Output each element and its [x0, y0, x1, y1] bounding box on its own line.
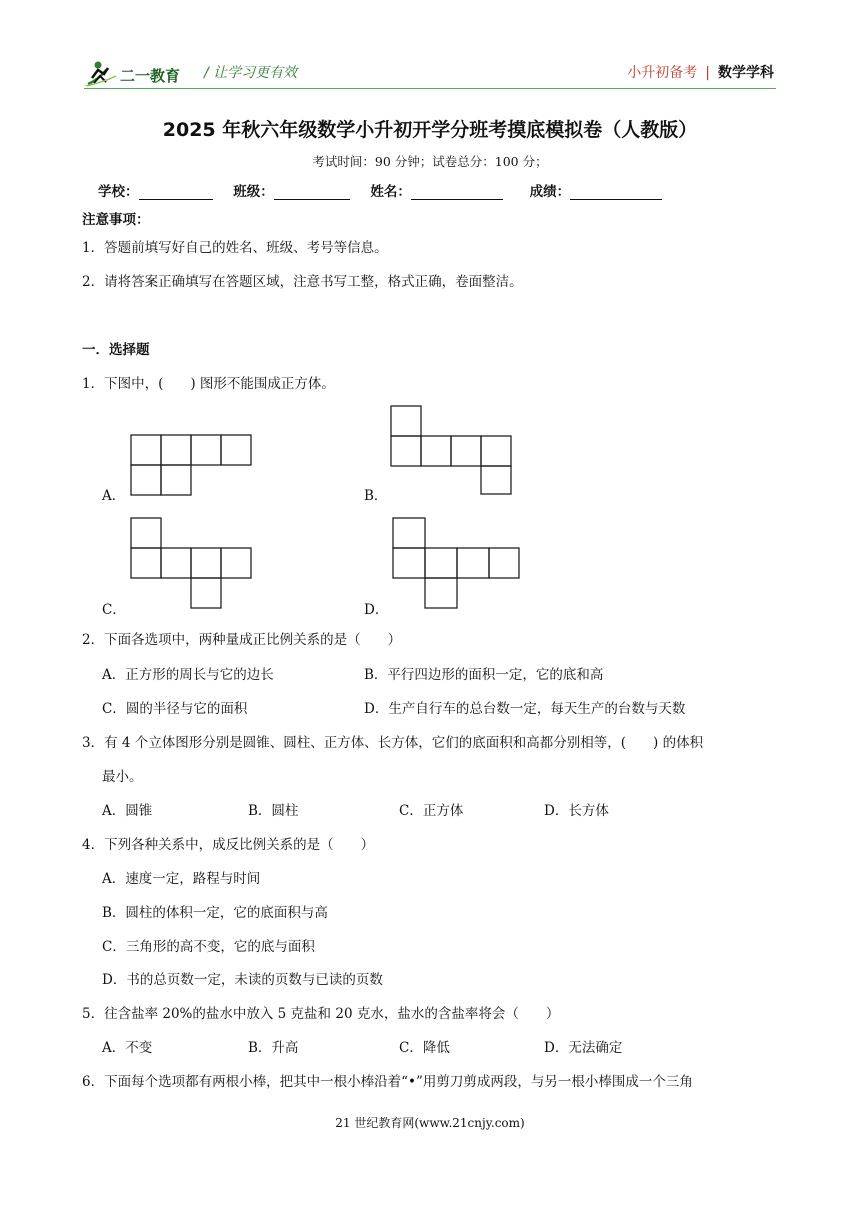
exam-type-label: 小升初备考	[627, 65, 698, 81]
notice-heading: 注意事项：	[82, 212, 150, 228]
page-footer: 21 世纪教育网(www.21cnjy.com)	[335, 1116, 525, 1130]
logo-text: 二一教育	[120, 67, 181, 85]
subject-label: 数学学科	[718, 65, 774, 81]
question-5: 5．往含盐率 20%的盐水中放入 5 克盐和 20 克水，盐水的含盐率将会（ ）	[82, 1006, 560, 1022]
q3-option-c: C．正方体	[399, 803, 464, 819]
school-blank[interactable]	[139, 185, 213, 200]
section-title: 一．选择题	[82, 342, 150, 358]
question-3-cont: 最小。	[102, 769, 143, 785]
q1-option-b-label: B．	[364, 488, 388, 504]
question-6: 6．下面每个选项都有两根小棒，把其中一根小棒沿着“•”用剪刀剪成两段，与另一根小棒围成一个三角	[82, 1074, 693, 1090]
q1-net-a-figure	[128, 432, 254, 496]
q1-net-d-figure	[390, 515, 522, 611]
q4-option-d: D．书的总页数一定，未读的页数与已读的页数	[102, 972, 383, 988]
q4-option-b: B．圆柱的体积一定，它的底面积与高	[102, 905, 328, 921]
exam-meta: 考试时间：90 分钟；试卷总分：100 分；	[312, 154, 548, 169]
question-4: 4．下列各种关系中，成反比例关系的是（ ）	[82, 837, 375, 853]
q1-net-b-figure	[388, 403, 516, 495]
q3-option-b: B．圆柱	[248, 803, 299, 819]
header-right	[627, 62, 774, 82]
question-2: 2．下面各选项中，两种量成正比例关系的是（ ）	[82, 632, 402, 648]
q4-option-c: C．三角形的高不变，它的底与面积	[102, 939, 315, 955]
q5-option-d: D．无法确定	[544, 1040, 623, 1056]
q1-net-c-figure	[128, 515, 256, 611]
notice-item: 1．答题前填写好自己的姓名、班级、考号等信息。	[82, 240, 388, 256]
class-label: 班级：	[233, 184, 274, 200]
name-blank[interactable]	[411, 185, 503, 200]
student-info-line	[98, 180, 678, 200]
score-label: 成绩：	[529, 184, 571, 200]
q5-option-c: C．降低	[399, 1040, 450, 1056]
q2-option-c: C．圆的半径与它的面积	[102, 701, 248, 717]
header-divider	[84, 88, 776, 89]
slogan: / 让学习更有效	[204, 65, 298, 81]
q2-option-a: A．正方形的周长与它的边长	[102, 667, 274, 683]
q2-option-d: D．生产自行车的总台数一定，每天生产的台数与天数	[364, 701, 686, 717]
notice-item: 2．请将答案正确填写在答题区域，注意书写工整，格式正确，卷面整洁。	[82, 274, 523, 290]
q1-option-d-label: D．	[364, 602, 389, 618]
logo	[84, 56, 194, 90]
class-blank[interactable]	[274, 185, 350, 200]
q1-option-c-label: C．	[102, 602, 126, 618]
school-label: 学校：	[98, 184, 139, 200]
page-title: 2025 年秋六年级数学小升初开学分班考摸底模拟卷（人教版）	[162, 119, 698, 141]
name-label: 姓名：	[370, 184, 411, 200]
q3-option-d: D．长方体	[544, 803, 609, 819]
q1-option-a-label: A．	[102, 488, 126, 504]
q2-option-b: B．平行四边形的面积一定，它的底和高	[364, 667, 604, 683]
q5-option-a: A．不变	[102, 1040, 153, 1056]
q3-option-a: A．圆锥	[102, 803, 153, 819]
q5-option-b: B．升高	[248, 1040, 299, 1056]
score-blank[interactable]	[570, 185, 662, 200]
question-3: 3．有 4 个立体图形分别是圆锥、圆柱、正方体、长方体，它们的底面积和高都分别相等，( ) 的体积	[82, 735, 704, 751]
header-separator: |	[705, 65, 710, 81]
q4-option-a: A．速度一定，路程与时间	[102, 871, 261, 887]
question-1: 1．下图中，( ) 图形不能围成正方体。	[82, 376, 335, 392]
